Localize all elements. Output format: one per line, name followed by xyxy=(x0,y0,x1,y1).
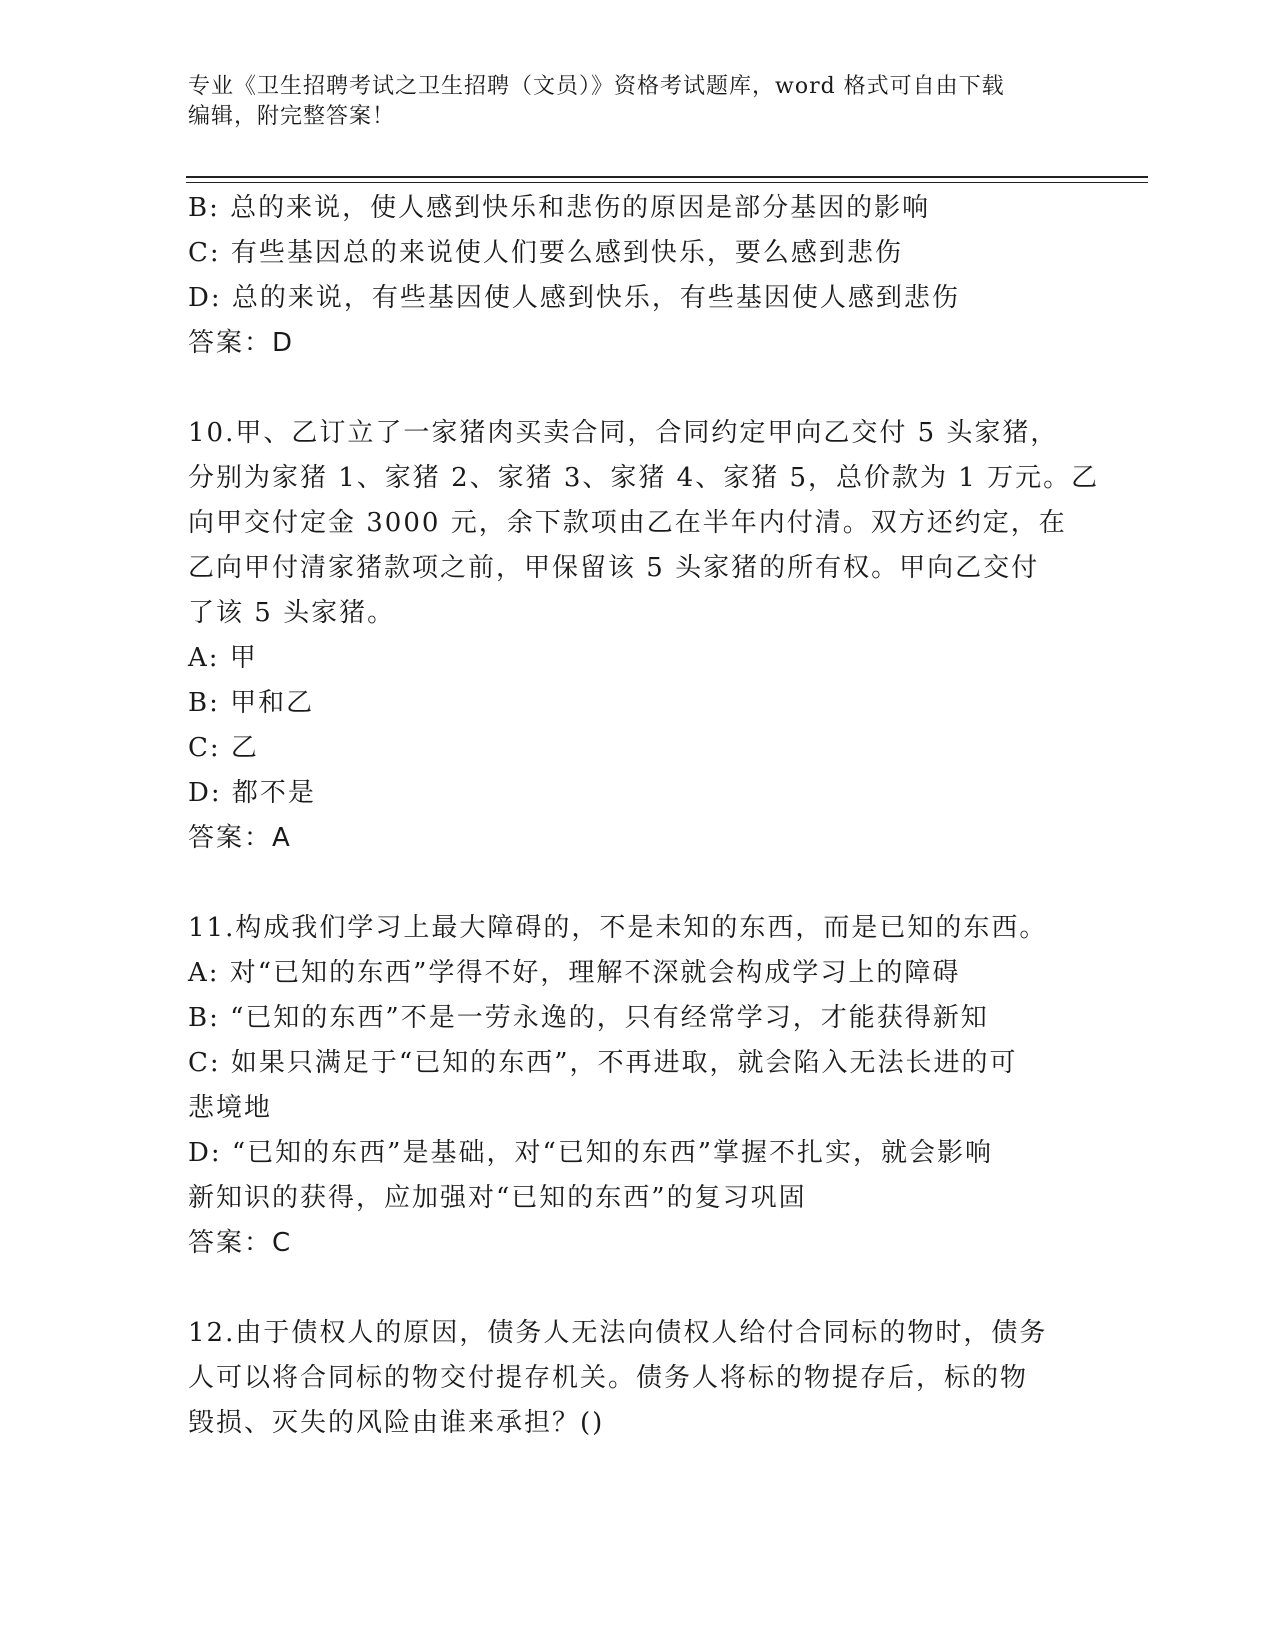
question-text-line: 12.由于债权人的原因，债务人无法向债权人给付合同标的物时，债务 xyxy=(188,1318,1048,1348)
question-text-line: 乙向甲付清家猪款项之前，甲保留该 5 头家猪的所有权。甲向乙交付 xyxy=(188,553,1040,583)
option-c-continued: 悲境地 xyxy=(188,1093,273,1123)
question-9 xyxy=(188,186,1088,366)
spacer xyxy=(188,366,1088,411)
question-text-line: 人可以将合同标的物交付提存机关。债务人将标的物提存后，标的物 xyxy=(188,1363,1029,1393)
header-line-2: 编辑，附完整答案！ xyxy=(188,104,396,129)
question-11 xyxy=(188,906,1088,1266)
answer: 答案：D xyxy=(188,328,295,358)
option-d: D: 总的来说，有些基因使人感到快乐，有些基因使人感到悲伤 xyxy=(188,283,960,313)
answer: 答案：C xyxy=(188,1228,293,1258)
option-c: C: 乙 xyxy=(188,733,259,763)
option-a: A: 对“已知的东西”学得不好，理解不深就会构成学习上的障碍 xyxy=(188,958,961,988)
option-d-continued: 新知识的获得，应加强对“已知的东西”的复习巩固 xyxy=(188,1183,807,1213)
header-line-1: 专业《卫生招聘考试之卫生招聘（文员）》资格考试题库，word 格式可自由下载 xyxy=(188,74,1005,99)
question-text-line: 11.构成我们学习上最大障碍的，不是未知的东西，而是已知的东西。 xyxy=(188,913,1048,943)
option-d: D: 都不是 xyxy=(188,778,316,808)
question-10 xyxy=(188,411,1100,861)
option-c: C: 有些基因总的来说使人们要么感到快乐，要么感到悲伤 xyxy=(188,238,903,268)
question-12 xyxy=(188,1311,1088,1446)
document-body xyxy=(188,186,1100,1446)
option-b: B: “已知的东西”不是一劳永逸的，只有经常学习，才能获得新知 xyxy=(188,1003,989,1033)
question-text-line: 向甲交付定金 3000 元，余下款项由乙在半年内付清。双方还约定，在 xyxy=(188,508,1067,538)
answer: 答案：A xyxy=(188,823,292,853)
header-rule-thick xyxy=(186,176,1148,178)
header-rule-thin xyxy=(186,182,1148,183)
question-text-line: 了该 5 头家猪。 xyxy=(188,598,396,628)
option-d: D: “已知的东西”是基础，对“已知的东西”掌握不扎实，就会影响 xyxy=(188,1138,994,1168)
option-c: C: 如果只满足于“已知的东西”，不再进取，就会陷入无法长进的可 xyxy=(188,1048,1018,1078)
option-b: B: 甲和乙 xyxy=(188,688,315,718)
spacer xyxy=(188,861,1088,906)
question-text-line: 分别为家猪 1、家猪 2、家猪 3、家猪 4、家猪 5，总价款为 1 万元。乙 xyxy=(188,463,1100,493)
document-header xyxy=(188,72,1068,132)
option-b: B: 总的来说，使人感到快乐和悲伤的原因是部分基因的影响 xyxy=(188,193,931,223)
option-a: A: 甲 xyxy=(188,643,258,673)
question-text-line: 毁损、灭失的风险由谁来承担？() xyxy=(188,1408,605,1438)
spacer xyxy=(188,1266,1088,1311)
question-text-line: 10.甲、乙订立了一家猪肉买卖合同，合同约定甲向乙交付 5 头家猪， xyxy=(188,418,1059,448)
